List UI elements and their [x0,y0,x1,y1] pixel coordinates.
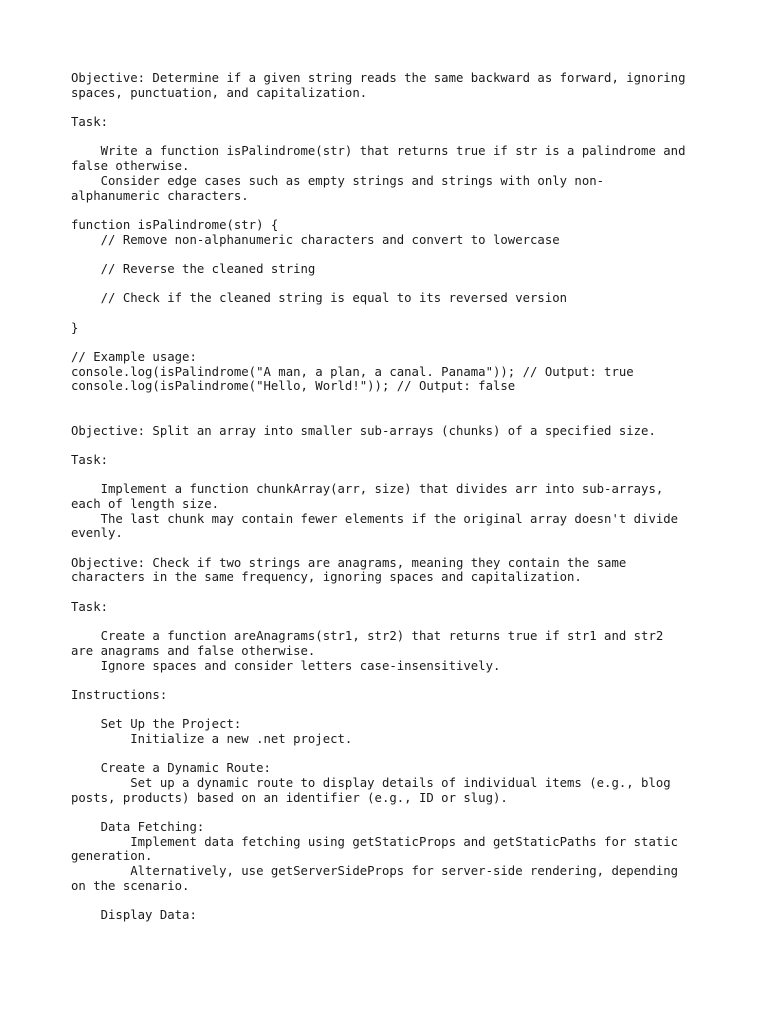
blank-line [71,805,703,820]
blank-line [71,673,703,688]
text-line: evenly. [71,526,123,541]
text-line: spaces, punctuation, and capitalization. [71,85,368,100]
text-line: false otherwise. [71,159,190,174]
blank-line [71,747,703,762]
text-line: Initialize a new .net project. [71,731,353,746]
blank-line [71,468,703,483]
text-line: Task: [71,599,109,614]
document-page [71,71,703,923]
code-line: function isPalindrome(str) { [71,217,279,232]
text-line: posts, products) based on an identifier (e.g., ID or slug). [71,790,508,805]
text-line: Task: [71,115,109,130]
text-line: Objective: Check if two strings are anagrams, meaning they contain the same [71,555,627,570]
text-line: Implement a function chunkArray(arr, size) that divides arr into sub-arrays, [71,482,664,497]
text-line: Create a function areAnagrams(str1, str2) that returns true if str1 and str2 [71,629,664,644]
text-line: Set Up the Project: [71,717,242,732]
blank-line [71,100,703,115]
blank-line [71,894,703,909]
code-line: // Remove non-alphanumeric characters and convert to lowercase [71,232,560,247]
text-line: Implement data fetching using getStaticProps and getStaticPaths for static [71,834,679,849]
text-line: on the scenario. [71,878,190,893]
text-line: Set up a dynamic route to display details of individual items (e.g., blog [71,776,671,790]
blank-line [71,130,703,145]
text-line: Alternatively, use getServerSideProps for server-side rendering, depending [71,864,679,879]
blank-line [71,306,703,321]
text-line: Task: [71,452,109,467]
blank-line [71,277,703,292]
blank-line [71,585,703,600]
text-line: The last chunk may contain fewer elements if the original array doesn't divide [71,511,679,526]
text-line: Objective: Determine if a given string reads the same backward as forward, ignoring [71,71,686,85]
blank-line [71,614,703,629]
blank-line [71,247,703,262]
blank-line [71,703,703,718]
blank-line [71,203,703,218]
text-line: Instructions: [71,687,168,702]
text-line: Write a function isPalindrome(str) that returns true if str is a palindrome and [71,144,686,159]
code-line: // Example usage: [71,350,197,365]
text-line: characters in the same frequency, ignoring spaces and capitalization. [71,570,582,585]
text-line: generation. [71,849,153,864]
code-line: } [71,320,79,335]
blank-line [71,335,703,350]
text-line: Data Fetching: [71,820,205,835]
code-line: console.log(isPalindrome("Hello, World!")); // Output: false [71,379,516,394]
text-line: Consider edge cases such as empty strings and strings with only non- [71,173,605,188]
text-line: Ignore spaces and consider letters case-insensitively. [71,658,501,673]
code-line: console.log(isPalindrome("A man, a plan, a canal. Panama")); // Output: true [71,364,634,379]
text-line: Display Data: [71,908,197,923]
code-line: // Check if the cleaned string is equal to its reversed version [71,291,568,306]
text-line: are anagrams and false otherwise. [71,643,316,658]
text-line: alphanumeric characters. [71,188,249,203]
blank-line [71,409,703,424]
text-line: Create a Dynamic Route: [71,761,271,776]
blank-line [71,438,703,453]
blank-line [71,541,703,556]
text-line: Objective: Split an array into smaller sub-arrays (chunks) of a specified size. [71,423,656,438]
code-line: // Reverse the cleaned string [71,261,316,276]
blank-line [71,394,703,409]
text-line: each of length size. [71,496,220,511]
